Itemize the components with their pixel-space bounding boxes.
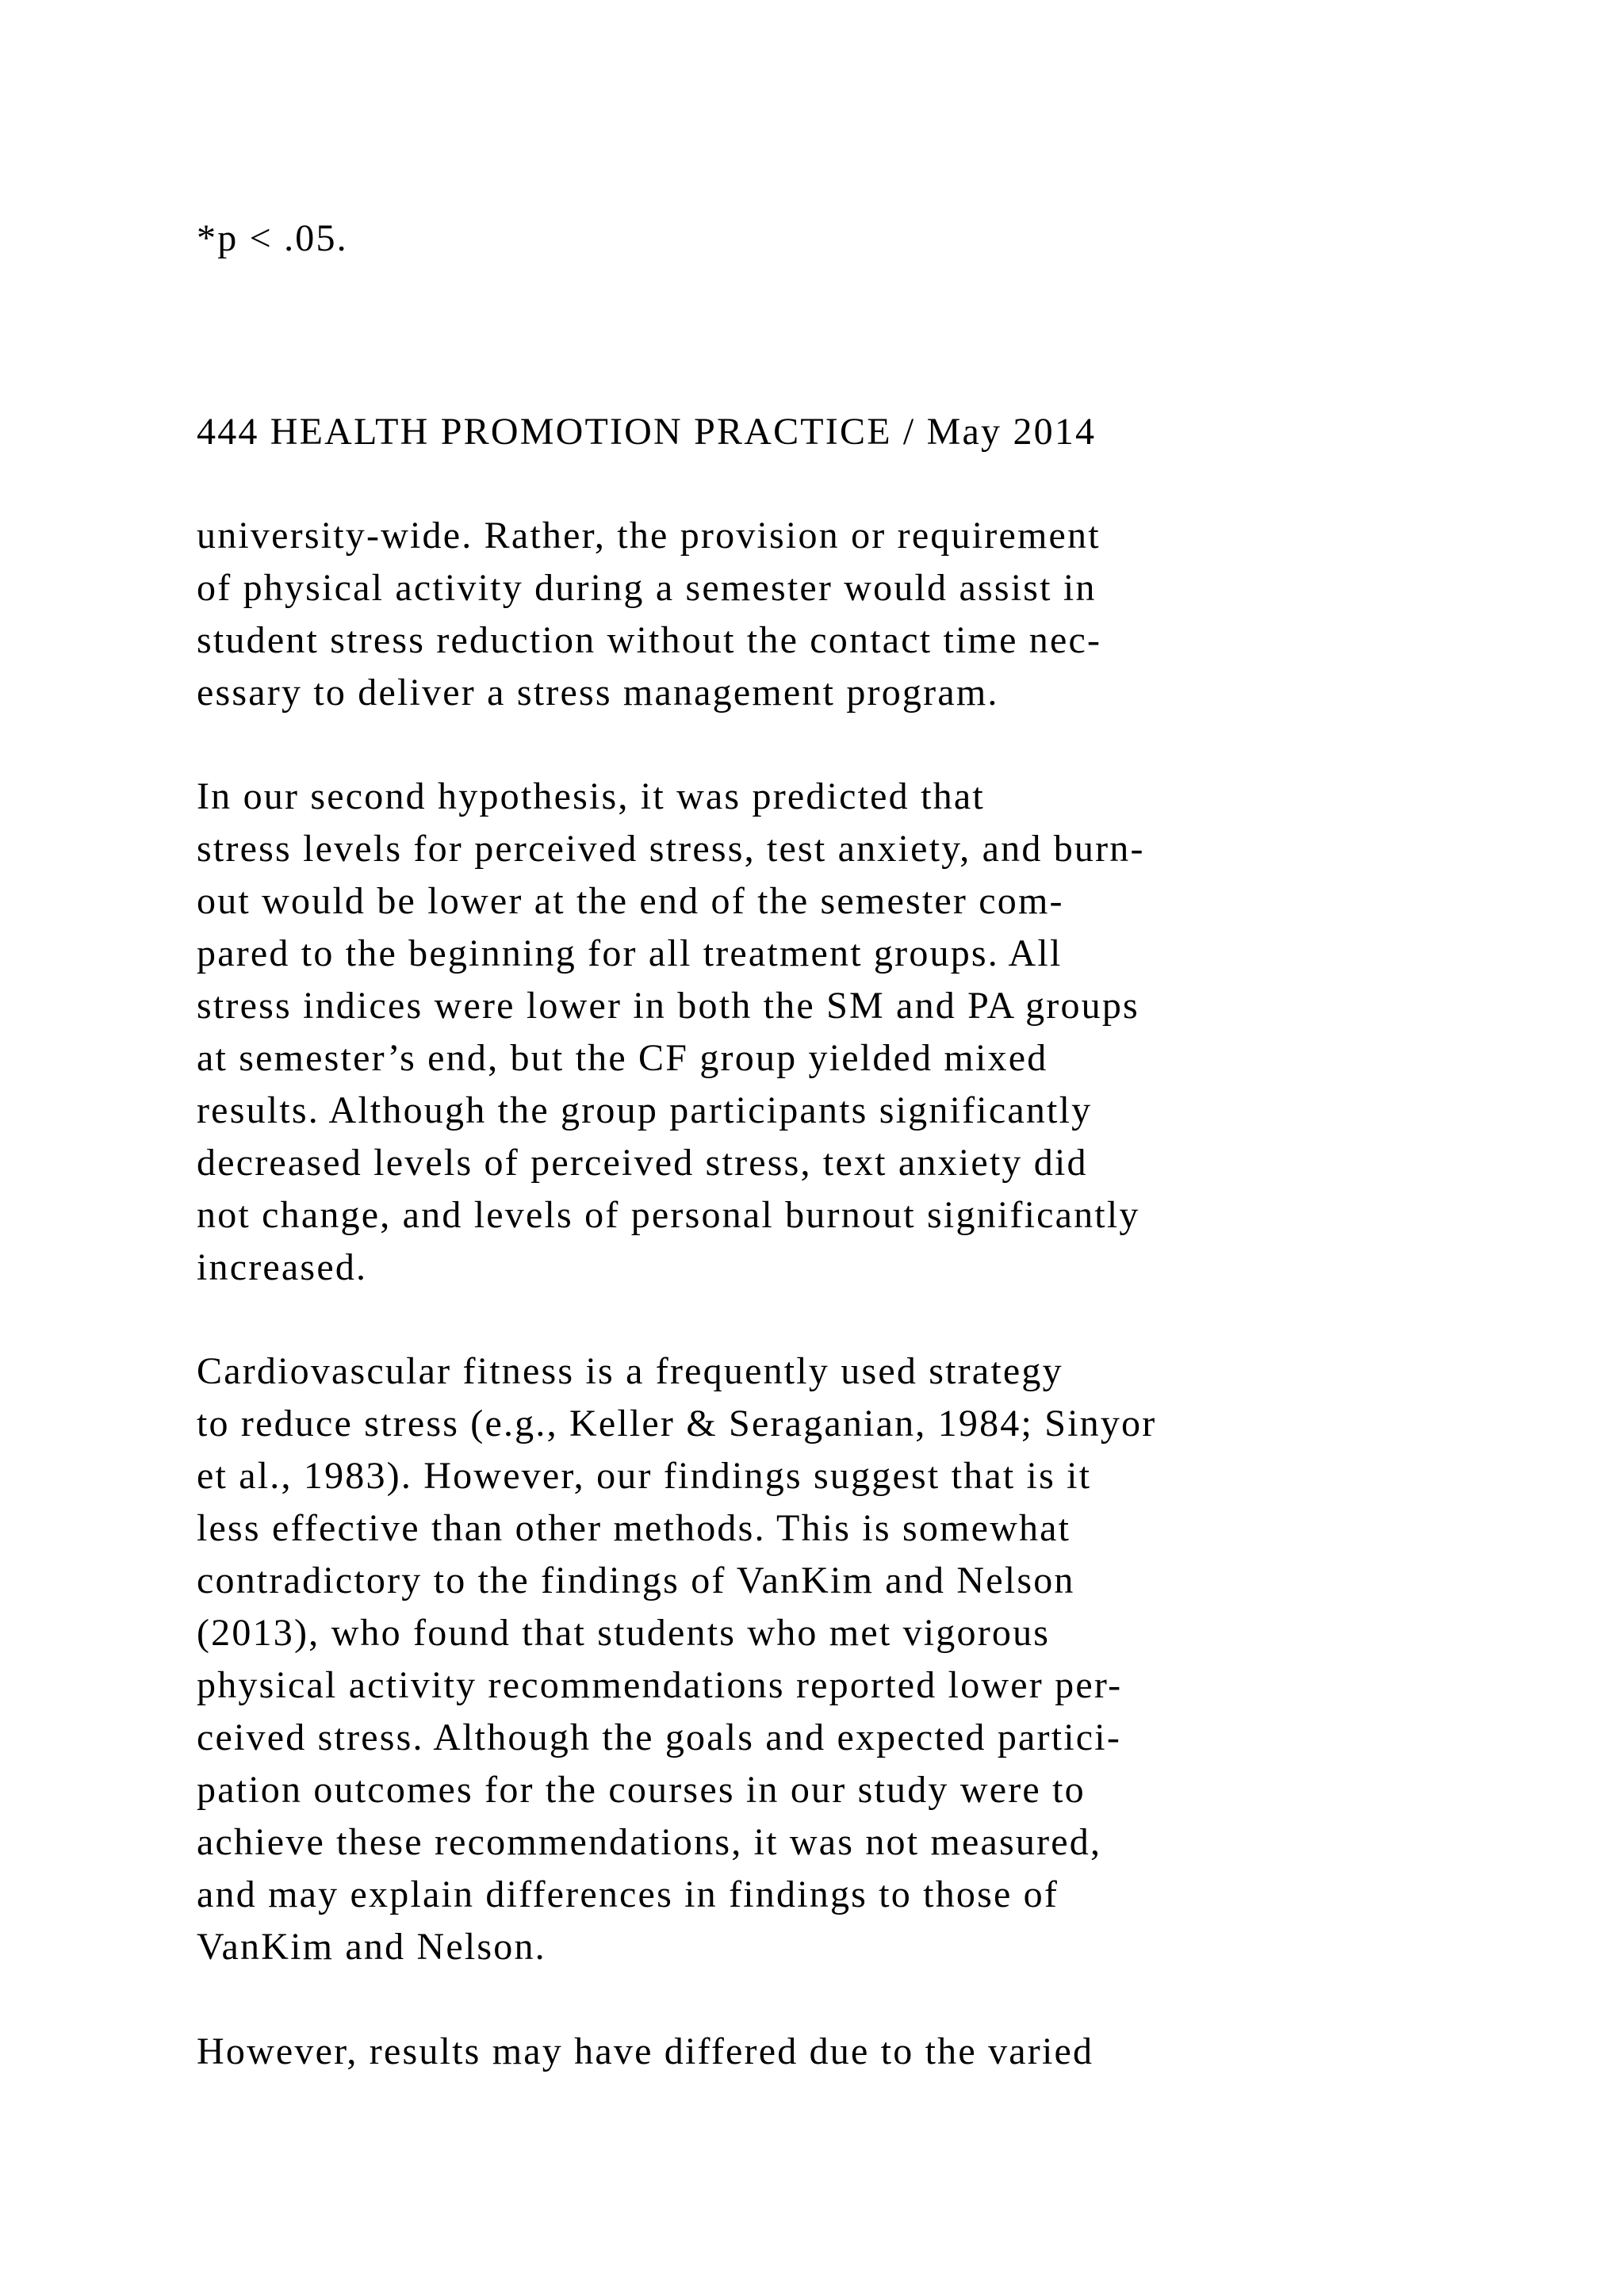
text-line: However, results may have differed due to the varied <box>197 2030 1094 2072</box>
text-line: of physical activity during a semester would assist in <box>197 567 1097 609</box>
text-line: contradictory to the findings of VanKim and Nelson <box>197 1559 1075 1601</box>
text-line: Cardiovascular fitness is a frequently used strategy <box>197 1350 1063 1392</box>
text-line: less effective than other methods. This is somewhat <box>197 1507 1071 1549</box>
text-line: essary to deliver a stress management program. <box>197 672 999 714</box>
text-line: achieve these recommendations, it was not measured, <box>197 1821 1102 1863</box>
text-line: physical activity recommendations reported lower per- <box>197 1664 1123 1706</box>
text-line: VanKim and Nelson. <box>197 1926 546 1968</box>
text-line: university-wide. Rather, the provision or requirement <box>197 515 1101 557</box>
text-line: results. Although the group participants significantly <box>197 1089 1093 1131</box>
text-line: at semester’s end, but the CF group yielded mixed <box>197 1037 1048 1079</box>
text-line: stress indices were lower in both the SM and PA groups <box>197 985 1139 1027</box>
text-line: increased. <box>197 1246 368 1288</box>
text-line: stress levels for perceived stress, test anxiety, and burn- <box>197 828 1145 870</box>
text-line: not change, and levels of personal burnout significantly <box>197 1194 1140 1236</box>
text-line: pation outcomes for the courses in our study were to <box>197 1769 1086 1811</box>
text-line: student stress reduction without the contact time nec- <box>197 619 1102 661</box>
running-header: 444 HEALTH PROMOTION PRACTICE / May 2014 <box>197 411 1097 453</box>
text-line: decreased levels of perceived stress, text anxiety did <box>197 1142 1088 1184</box>
footnote: *p < .05. <box>197 217 348 259</box>
text-line: pared to the beginning for all treatment groups. All <box>197 932 1063 974</box>
text-line: out would be lower at the end of the semester com- <box>197 880 1064 922</box>
text-line: In our second hypothesis, it was predicted that <box>197 775 985 817</box>
text-line: (2013), who found that students who met vigorous <box>197 1612 1051 1654</box>
text-line: ceived stress. Although the goals and expected partici- <box>197 1716 1122 1758</box>
text-line: et al., 1983). However, our findings suggest that is it <box>197 1455 1092 1497</box>
text-line: and may explain differences in findings to those of <box>197 1873 1059 1915</box>
text-line: to reduce stress (e.g., Keller & Seraganian, 1984; Sinyor <box>197 1402 1157 1445</box>
